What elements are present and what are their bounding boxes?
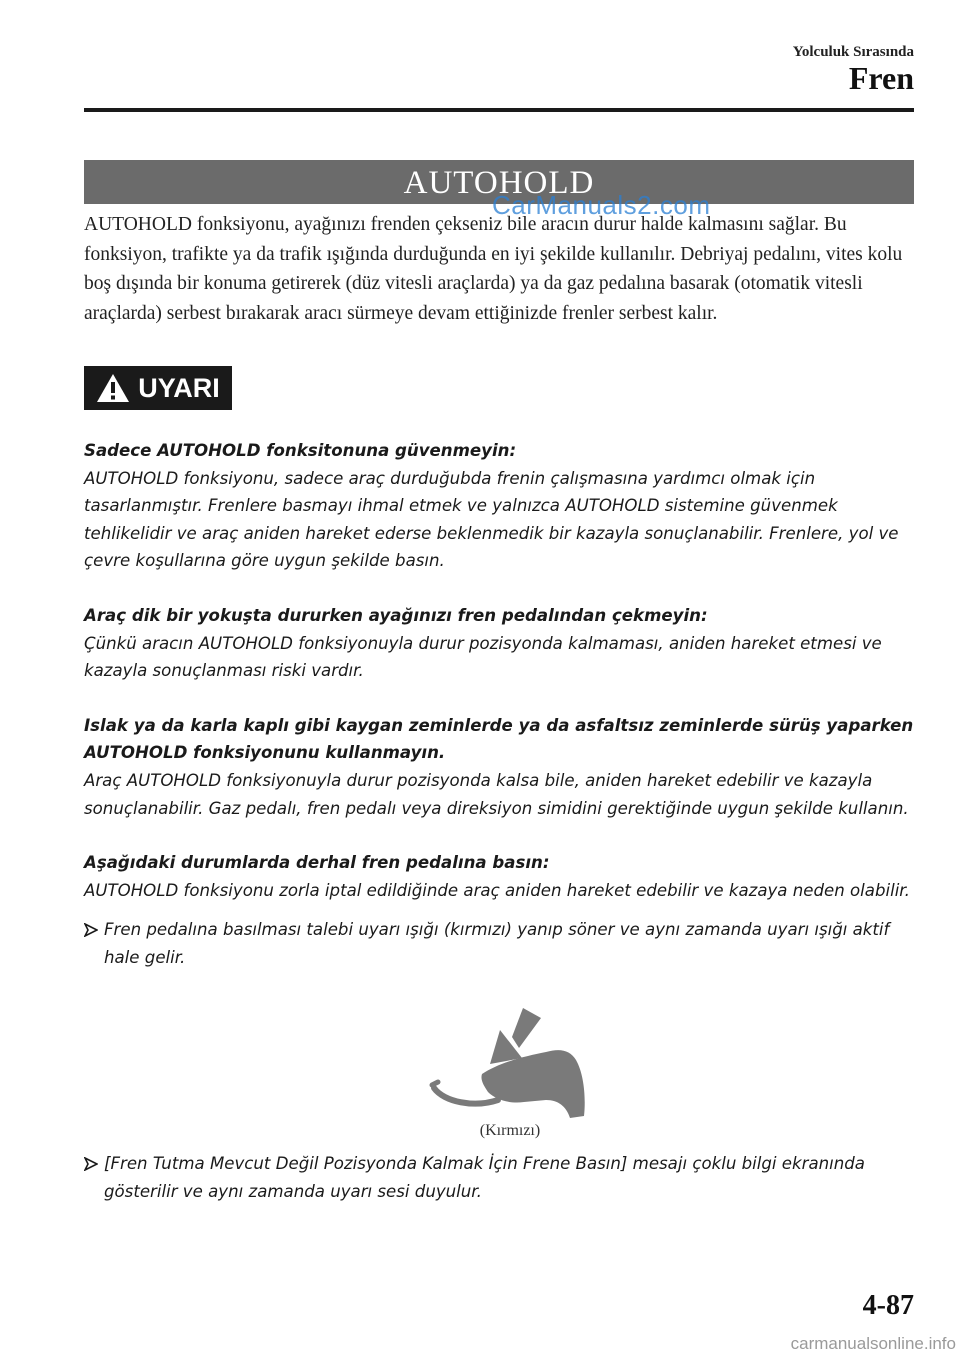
warning-block [84, 712, 920, 822]
warning-body: Araç AUTOHOLD fonksiyonuyla durur pozisyonda kalsa bile, aniden hareket edebilir ve kazayla sonuçlanabilir. Gaz pedalı, fren pedalı veya direksiyon simidini gerektiğinde uygun şekilde kullanın. [84, 770, 909, 818]
warning-heading: Sadece AUTOHOLD fonksitonuna güvenmeyin: [84, 441, 517, 460]
warning-block [84, 602, 920, 685]
warning-label-text: UYARI [138, 372, 220, 403]
warning-body: AUTOHOLD fonksiyonu, sadece araç durduğubda frenin çalışmasına yardımcı olmak için tasarlanmıştır. Frenlere basmayı ihmal etmek ve yalnızca AUTOHOLD sistemine güvenmek tehlikelidir ve araç aniden hareket ederse beklenmedik bir kazayla sonuçlanabilir. Frenlere, yol ve çevre koşullarına göre uygun şekilde basın. [84, 468, 899, 571]
brake-pedal-request-icon [420, 1008, 600, 1118]
list-item [84, 916, 920, 971]
warning-block [84, 437, 920, 575]
page-number: 4-87 [862, 1290, 914, 1321]
warning-body: Çünkü aracın AUTOHOLD fonksiyonuyla durur pozisyonda kalmaması, aniden hareket etmesi ve kazayla sonuçlanması riski vardır. [84, 633, 882, 681]
arrowhead-right-icon [84, 916, 104, 946]
warning-heading: Aşağıdaki durumlarda derhal fren pedalına basın: [84, 853, 550, 873]
section-title-bar: AUTOHOLD [84, 160, 914, 204]
warning-body: AUTOHOLD fonksiyonu zorla iptal edildiğinde araç aniden hareket edebilir ve kazaya neden olabilir. [84, 880, 910, 900]
figure-caption: (Kırmızı) [479, 1122, 541, 1139]
warning-heading: Araç dik bir yokuşta dururken ayağınızı fren pedalından çekmeyin: [84, 605, 708, 625]
list-item-container [84, 1152, 920, 1205]
list-item-text: Fren pedalına basılması talebi uyarı ışığı (kırmızı) yanıp söner ve aynı zamanda uyarı ışığı aktif hale gelir. [104, 920, 890, 967]
list-item [84, 1150, 920, 1205]
warning-content [84, 437, 920, 972]
watermark-carmanualsonline: carmanualsonline.info [790, 1334, 956, 1353]
running-header-section: Yolculuk Sırasında [792, 44, 914, 60]
arrowhead-right-icon [84, 1150, 104, 1180]
intro-paragraph: AUTOHOLD fonksiyonu, ayağınızı frenden çekseniz bile aracın durur halde kalmasını sağlar. Bu fonksiyon, trafikte ya da trafik ışığında durduğunda en iyi şekilde kullanılır. Debriyaj pedalını, vites kolu boş dışında bir konuma getirerek (düz vitesli araçlarda) ya da gaz pedalına basarak (otomatik vitesli araçlarda) serbest bırakarak aracı sürmeye devam ettiğinizde frenler serbest kalır. [84, 214, 903, 324]
running-header-title: Fren [848, 60, 914, 96]
warning-label [84, 366, 232, 410]
warning-triangle-icon [96, 373, 130, 403]
header-divider [84, 108, 914, 112]
warning-block [84, 849, 920, 904]
warning-heading: Islak ya da karla kaplı gibi kaygan zeminlerde ya da asfaltsız zeminlerde sürüş yaparken AUTOHOLD fonksiyonunu kullanmayın. [84, 715, 914, 763]
watermark-carmanuals2: CarManuals2.com [492, 190, 711, 220]
list-item-text: [Fren Tutma Mevcut Değil Pozisyonda Kalmak İçin Frene Basın] mesajı çoklu bilgi ekranında gösterilir ve aynı zamanda uyarı sesi duyulur. [104, 1154, 865, 1201]
